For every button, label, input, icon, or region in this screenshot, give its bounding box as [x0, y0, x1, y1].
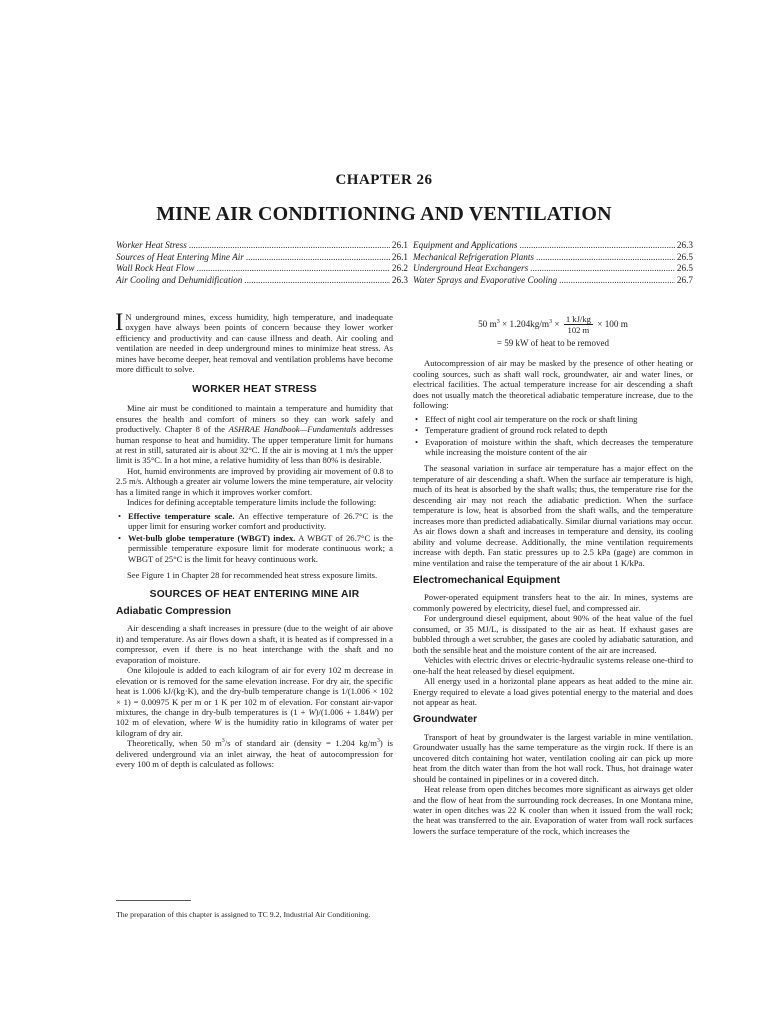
text-run: One kilojoule is added to each kilogram of air for every 102 m decrease in elevation or is removed for the same elevation increase. For dry air, the specific heat is 1.006 kJ/(kg·K), and the dry-bulb temperature change is 1/(1.006 × 102 × 1) = 0.00975 K per m or 1 K per 102 m of elevation. For constant air-vapor mixtures, the change in dry-bulb temperatures is (1 +: [116, 665, 393, 717]
toc-entry[interactable]: [116, 275, 408, 287]
paragraph: [116, 665, 393, 738]
list-item: [128, 533, 393, 564]
subheading-groundwater: Groundwater: [413, 714, 478, 726]
paragraph: Transport of heat by groundwater is the largest variable in mine ventilation. Groundwater usually has the same temperature as the virgin rock. If there is an uncovered ditch containing hot water, ventilation cooling air can pick up more heat from the ditch water than from the hot wall rock. Thus, hot drainage water should be contained in pipelines or in a covered ditch.: [413, 731, 693, 784]
paragraph: The seasonal variation in surface air temperature has a major effect on the temperature of air descending a shaft. When the surface air temperature is high, much of its heat is absorbed by the shaft walls; thus, the temperature rise for the descending air may not reach the adiabatic prediction. When the surface temperature is low, heat is absorbed from the shaft walls, and the temperature increases more than predicted adiabatically. Similar diurnal variations may occur. As air flows down a shaft and increases in temperature and density, its cooling ability and volume decrease. Additionally, the mine ventilation requirements increase with depth. Fan static pressures up to 2.5 kPa (gage) are common in mine ventilation and raise the temperature of the air about 1 K/kPa.: [413, 463, 693, 568]
paragraph: Indices for defining acceptable temperature limits include the following:: [127, 497, 377, 508]
paragraph: Power-operated equipment transfers heat to the air. In mines, systems are commonly powered by electricity, diesel fuel, and compressed air.: [413, 592, 693, 613]
footnote-divider: [116, 900, 191, 901]
autocompression-formula: 50 $m^3 \times 1.204kg/m^3$ × $\frac{1 kJ/kg}{102 m}$ × 100 m: [478, 314, 628, 336]
paragraph: All energy used in a horizontal plane appears as heat added to the mine air. Energy required to elevate a load gives potential energy to the material and does not appear as heat.: [413, 676, 693, 707]
toc-entry[interactable]: [116, 263, 408, 275]
list-item: • Evaporation of moisture within the shaft, which decreases the temperature while increasing the moisture content of the air: [425, 437, 693, 458]
left-column: [115, 309, 393, 770]
fraction-denominator: 102 m: [567, 325, 590, 336]
paragraph: Theoretically, when 50 $m^3/s$ of standard air (density = 1.204 $kg/m^3$) is delivered underground via an inlet airway, the heat of autocompression for every 100 m of depth is calculated as follows:: [116, 738, 393, 770]
toc-entry-page: 26.5: [676, 263, 693, 273]
toc-entry[interactable]: [116, 240, 408, 252]
text-run: )/(1.006 + 1.84: [315, 706, 369, 717]
chapter-title: MINE AIR CONDITIONING AND VENTILATION: [156, 203, 612, 225]
handbook-reference: ASHRAE Handbook—Fundamentals: [228, 424, 357, 435]
term: Effective temperature scale.: [128, 510, 235, 521]
toc-entry-page: 26.1: [391, 251, 408, 262]
variable: W: [214, 717, 222, 728]
text-run: Theoretically, when 50 m: [127, 738, 222, 749]
subheading-adiabatic-compression: Adiabatic Compression: [116, 605, 232, 617]
paragraph: See Figure 1 in Chapter 28 for recommended heat stress exposure limits.: [127, 569, 378, 580]
intro-paragraph: [115, 309, 393, 375]
paragraph: For underground diesel equipment, about 90% of the heat value of the fuel consumed, or 35 MJ/L, is dissipated to the air as heat. If exhaust gases are bubbled through a wet scrubber, the gases are cooled by adiabatic saturation, and both the sensible heat and the moisture content of the air are increased.: [413, 613, 693, 655]
paragraph: Hot, humid environments are improved by providing air movement of 0.8 to 2.5 m/s. Although a greater air volume lowers the mine temperature, air velocity has a limited range in which it improves worker comfort.: [116, 465, 393, 497]
list-item: • Effect of night cool air temperature on the rock or shaft lining: [425, 414, 693, 424]
term-text: A WBGT of 26.7°C is the permissible temperature exposure limit for moderate continuous work; a WBGT of 25°C is the limit for heavy continuous work.: [128, 532, 393, 564]
paragraph: Air descending a shaft increases in pressure (due to the weight of air above it) and temperature. As air flows down a shaft, it is heated as if compressed in a compressor, even if there is no heat interchange with the shaft and no evaporation of moisture.: [116, 623, 393, 665]
factor-list: [413, 414, 693, 458]
fraction-numerator: 1 kJ/kg: [565, 314, 591, 324]
section-heading-sources-of-heat: SOURCES OF HEAT ENTERING MINE AIR: [149, 589, 360, 601]
text-run: ) per 102 m of elevation, where: [116, 706, 393, 728]
toc-entry-label: Water Sprays and Evaporative Cooling: [413, 274, 558, 285]
toc-entry[interactable]: [413, 252, 693, 264]
toc-entry-label: Sources of Heat Entering Mine Air: [116, 251, 244, 262]
paragraph: [116, 403, 393, 466]
toc-entry-page: 26.2: [391, 263, 408, 273]
toc-entry-label: Air Cooling and Dehumidification: [116, 274, 243, 285]
toc-right: [413, 240, 693, 286]
paragraph: Vehicles with electric drives or electric-hydraulic systems release one-third to one-half the heat released by diesel equipment.: [413, 655, 693, 676]
text-run: ) is delivered underground via an inlet airway, the heat of autocompression for every 100 m of depth is calculated as follows:: [116, 738, 393, 770]
paragraph: Heat release from open ditches becomes more significant as airways get older and the flow of heat from the surrounding rock decreases. In one Montana mine, water in open ditches was 22 K cooler than when it issued from the wall rock; the heat was transferred to the air. Evaporation of water from wall rock surfaces lowers the surface temperature of the rock, which increases the: [413, 784, 693, 836]
formula-term: × 100 m: [597, 319, 628, 330]
toc-entry-label: Wall Rock Heat Flow: [116, 263, 195, 273]
paragraph: Autocompression of air may be masked by the presence of other heating or cooling sources, such as shaft wall rock, groundwater, air and water lines, or electrical facilities. The actual temperature increase for air descending a shaft does not usually match the theoretical adiabatic temperature increase, due to the following:: [413, 358, 693, 411]
term-text: An effective temperature of 26.7°C is the upper limit for ensuring worker comfort and productivity.: [128, 510, 393, 532]
toc-entry[interactable]: [413, 263, 693, 275]
text-run: Mine air must be conditioned to maintain a temperature and humidity that ensures the health and comfort of miners so they can work safely and productively. Chapter 8 of the: [116, 403, 393, 435]
toc-entry-page: 26.1: [391, 240, 408, 250]
variable: W: [308, 706, 316, 717]
toc-left: [116, 240, 408, 286]
toc-entry-label: Worker Heat Stress: [116, 240, 187, 250]
toc-entry[interactable]: [413, 240, 693, 252]
intro-text: N underground mines, excess humidity, high temperature, and inadequate oxygen have always been points of concern because they lower worker efficiency and productivity and can cause illness and death. Air cooling and ventilation are needed in deep underground mines to minimize heat stress. As mines have become deeper, heat removal and ventilation problems have become more difficult to solve.: [116, 312, 393, 375]
variable: W: [368, 706, 377, 717]
list-item: [128, 511, 393, 532]
toc-entry-page: 26.3: [676, 240, 693, 250]
drop-cap: I: [115, 309, 124, 336]
right-column: [413, 312, 693, 836]
index-list: [116, 511, 393, 564]
text-run: is the humidity ratio in kilograms of water per kilogram of dry air.: [116, 717, 393, 738]
toc-entry-label: Equipment and Applications: [413, 240, 518, 250]
toc-entry[interactable]: [116, 252, 408, 264]
toc-entry-page: 26.7: [676, 274, 693, 285]
text-run: addresses human response to heat and humidity. The upper temperature limit for humans at rest in still, saturated air is about 32°C. If the air is moving at 1 m/s the upper limit is 35°C. In a hot mine, a relative humidity of less than 80% is desirable.: [116, 424, 393, 466]
footnote: The preparation of this chapter is assigned to TC 9.2, Industrial Air Conditioning.: [116, 910, 371, 919]
formula-result: = 59 kW of heat to be removed: [496, 337, 610, 348]
subheading-electromechanical-equipment: Electromechanical Equipment: [413, 574, 561, 586]
formula-fraction: [564, 314, 593, 336]
toc-entry-page: 26.3: [391, 274, 408, 285]
list-item: • Temperature gradient of ground rock related to depth: [425, 425, 693, 435]
text-run: /s of standard air (density = 1.204 kg/m: [224, 738, 377, 749]
toc-entry-label: Mechanical Refrigeration Plants: [413, 251, 534, 262]
formula-term: 50 m: [478, 319, 497, 330]
toc-entry-label: Underground Heat Exchangers: [413, 263, 529, 273]
term: Wet-bulb globe temperature (WBGT) index.: [128, 532, 296, 543]
formula-term: × 1.204kg/m: [499, 319, 550, 330]
chapter-label: CHAPTER 26: [335, 172, 433, 188]
toc-entry[interactable]: [413, 275, 693, 287]
toc-entry-page: 26.5: [676, 251, 693, 262]
section-heading-worker-heat-stress: WORKER HEAT STRESS: [192, 383, 317, 395]
